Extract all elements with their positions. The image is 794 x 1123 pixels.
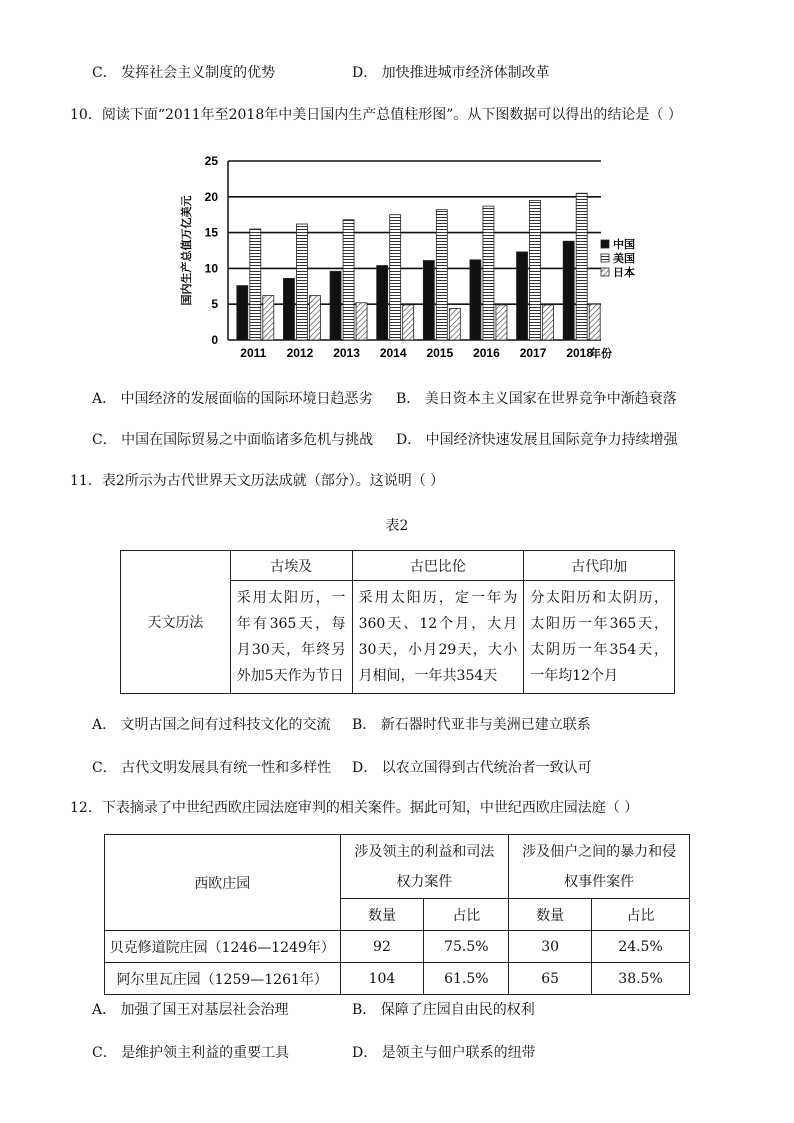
table3-sub-ratio-1: 占比 bbox=[424, 899, 509, 931]
bar-中国 bbox=[563, 241, 574, 340]
gdp-bar-chart bbox=[176, 148, 656, 366]
bar-中国 bbox=[283, 278, 294, 340]
table3-sub-count-1: 数量 bbox=[340, 899, 424, 931]
q12-option-d: D． 是领主与佃户联系的纽带 bbox=[352, 1045, 536, 1061]
q10-stem: 10．阅读下面“2011年至2018年中美日国内生产总值柱形图”。从下图数据可以得出的结论是（ ） bbox=[70, 107, 682, 123]
bar-中国 bbox=[517, 252, 528, 340]
x-tick-label: 2014 bbox=[379, 346, 407, 360]
bar-中国 bbox=[423, 261, 434, 340]
table2-col-inca: 古代印加 bbox=[524, 551, 675, 581]
bar-美国 bbox=[576, 193, 587, 340]
bar-中国 bbox=[470, 260, 481, 340]
table-row bbox=[105, 963, 690, 995]
manor-court-table bbox=[104, 834, 690, 995]
table3-cell: 65 bbox=[509, 963, 592, 995]
table3-row-name: 阿尔里瓦庄园（1259—1261年） bbox=[105, 963, 341, 995]
q12-option-a: A． 加强了国王对基层社会治理 bbox=[92, 1002, 289, 1018]
bar-日本 bbox=[496, 305, 507, 340]
bar-中国 bbox=[377, 266, 388, 340]
y-tick-label: 25 bbox=[204, 154, 218, 168]
q11-option-a: A． 文明古国之间有过科技文化的交流 bbox=[92, 717, 331, 733]
legend-label: 中国 bbox=[613, 239, 635, 251]
q11-option-c: C． 古代文明发展具有统一性和多样性 bbox=[92, 760, 332, 776]
bar-美国 bbox=[436, 210, 447, 340]
q12-option-b: B． 保障了庄园自由民的权利 bbox=[352, 1002, 535, 1018]
x-tick-label: 2017 bbox=[519, 346, 547, 360]
table3-group-lord: 涉及领主的利益和司法权力案件 bbox=[340, 835, 509, 899]
table3-cell: 61.5% bbox=[424, 963, 509, 995]
q11-option-d: D． 以农立国得到古代统治者一致认可 bbox=[352, 760, 592, 776]
table2-caption: 表2 bbox=[385, 518, 409, 534]
y-tick-label: 5 bbox=[211, 297, 218, 312]
bar-日本 bbox=[263, 296, 274, 340]
gdp-bar-chart-svg bbox=[176, 148, 656, 366]
table2-cell-inca: 分太阳历和太阴历，太阳历一年365天，太阴历一年354天，一年均12个月 bbox=[524, 581, 675, 694]
bar-中国 bbox=[237, 286, 248, 340]
legend-label: 日本 bbox=[613, 267, 635, 279]
q12-stem: 12．下表摘录了中世纪西欧庄园法庭审判的相关案件。据此可知，中世纪西欧庄园法庭（ ） bbox=[70, 800, 639, 816]
table3-row-name: 贝克修道院庄园（1246—1249年） bbox=[105, 931, 341, 963]
x-tick-label: 2016 bbox=[473, 346, 500, 360]
table3-corner: 西欧庄园 bbox=[105, 835, 341, 931]
y-tick-label: 0 bbox=[211, 333, 218, 347]
bar-美国 bbox=[390, 215, 401, 340]
bar-日本 bbox=[403, 305, 414, 340]
legend-label: 美国 bbox=[613, 253, 635, 265]
bar-美国 bbox=[483, 206, 494, 340]
q10-option-a: A． 中国经济的发展面临的国际环境日趋恶劣 bbox=[92, 391, 373, 407]
y-axis-label: 国内生产总值万亿美元 bbox=[181, 195, 193, 306]
x-tick-label: 2018 bbox=[566, 346, 594, 360]
bar-日本 bbox=[356, 303, 367, 340]
table2-cell-egypt: 采用太阳历，一年有365天，每月30天，年终另外加5天作为节日 bbox=[230, 581, 352, 694]
q11-stem: 11．表2所示为古代世界天文历法成就（部分）。这说明（ ） bbox=[70, 473, 445, 489]
astronomy-table bbox=[120, 550, 675, 694]
q11-option-b: B． 新石器时代亚非与美洲已建立联系 bbox=[352, 717, 591, 733]
bar-美国 bbox=[296, 224, 307, 340]
bar-日本 bbox=[543, 305, 554, 340]
table2-row-header: 天文历法 bbox=[121, 551, 231, 694]
table2-col-egypt: 古埃及 bbox=[230, 551, 352, 581]
y-tick-label: 20 bbox=[204, 189, 218, 204]
bar-中国 bbox=[330, 271, 341, 340]
bar-美国 bbox=[250, 229, 261, 340]
table3-cell: 75.5% bbox=[424, 931, 509, 963]
table3-sub-count-2: 数量 bbox=[509, 899, 592, 931]
table2-cell-babylon: 采用太阳历，定一年为360天、12个月，大月30天，小月29天，大小月相间，一年共354天 bbox=[352, 581, 524, 694]
bar-美国 bbox=[530, 200, 541, 340]
x-tick-label: 2011 bbox=[240, 346, 267, 360]
y-tick-label: 10 bbox=[204, 261, 218, 276]
table3-cell: 30 bbox=[509, 931, 592, 963]
q10-option-c: C． 中国在国际贸易之中面临诸多危机与挑战 bbox=[92, 432, 374, 448]
table3-group-tenant: 涉及佃户之间的暴力和侵权事件案件 bbox=[509, 835, 690, 899]
x-tick-label: 2012 bbox=[286, 346, 314, 360]
legend-swatch bbox=[601, 254, 609, 262]
bar-日本 bbox=[449, 308, 460, 340]
table3-cell: 92 bbox=[340, 931, 424, 963]
q10-option-b: B． 美日资本主义国家在世界竞争中渐趋衰落 bbox=[396, 391, 677, 407]
q12-option-c: C． 是维护领主利益的重要工具 bbox=[92, 1045, 290, 1061]
table3-cell: 104 bbox=[340, 963, 424, 995]
table-row bbox=[105, 931, 690, 963]
q10-option-d: D． 中国经济快速发展且国际竞争力持续增强 bbox=[396, 432, 678, 448]
legend-swatch bbox=[601, 268, 609, 276]
table2-col-babylon: 古巴比伦 bbox=[352, 551, 524, 581]
x-tick-label: 2015 bbox=[426, 346, 454, 360]
bar-美国 bbox=[343, 220, 354, 340]
q9-option-d: D． 加快推进城市经济体制改革 bbox=[352, 65, 550, 81]
x-axis-label: 年份 bbox=[590, 348, 612, 360]
x-tick-label: 2013 bbox=[333, 346, 360, 360]
table3-cell: 38.5% bbox=[592, 963, 690, 995]
table3-sub-ratio-2: 占比 bbox=[592, 899, 690, 931]
bar-日本 bbox=[589, 304, 600, 340]
legend-swatch bbox=[601, 240, 609, 248]
table3-cell: 24.5% bbox=[592, 931, 690, 963]
bar-日本 bbox=[309, 296, 320, 340]
y-tick-label: 15 bbox=[204, 225, 218, 240]
q9-option-c: C． 发挥社会主义制度的优势 bbox=[92, 65, 276, 81]
